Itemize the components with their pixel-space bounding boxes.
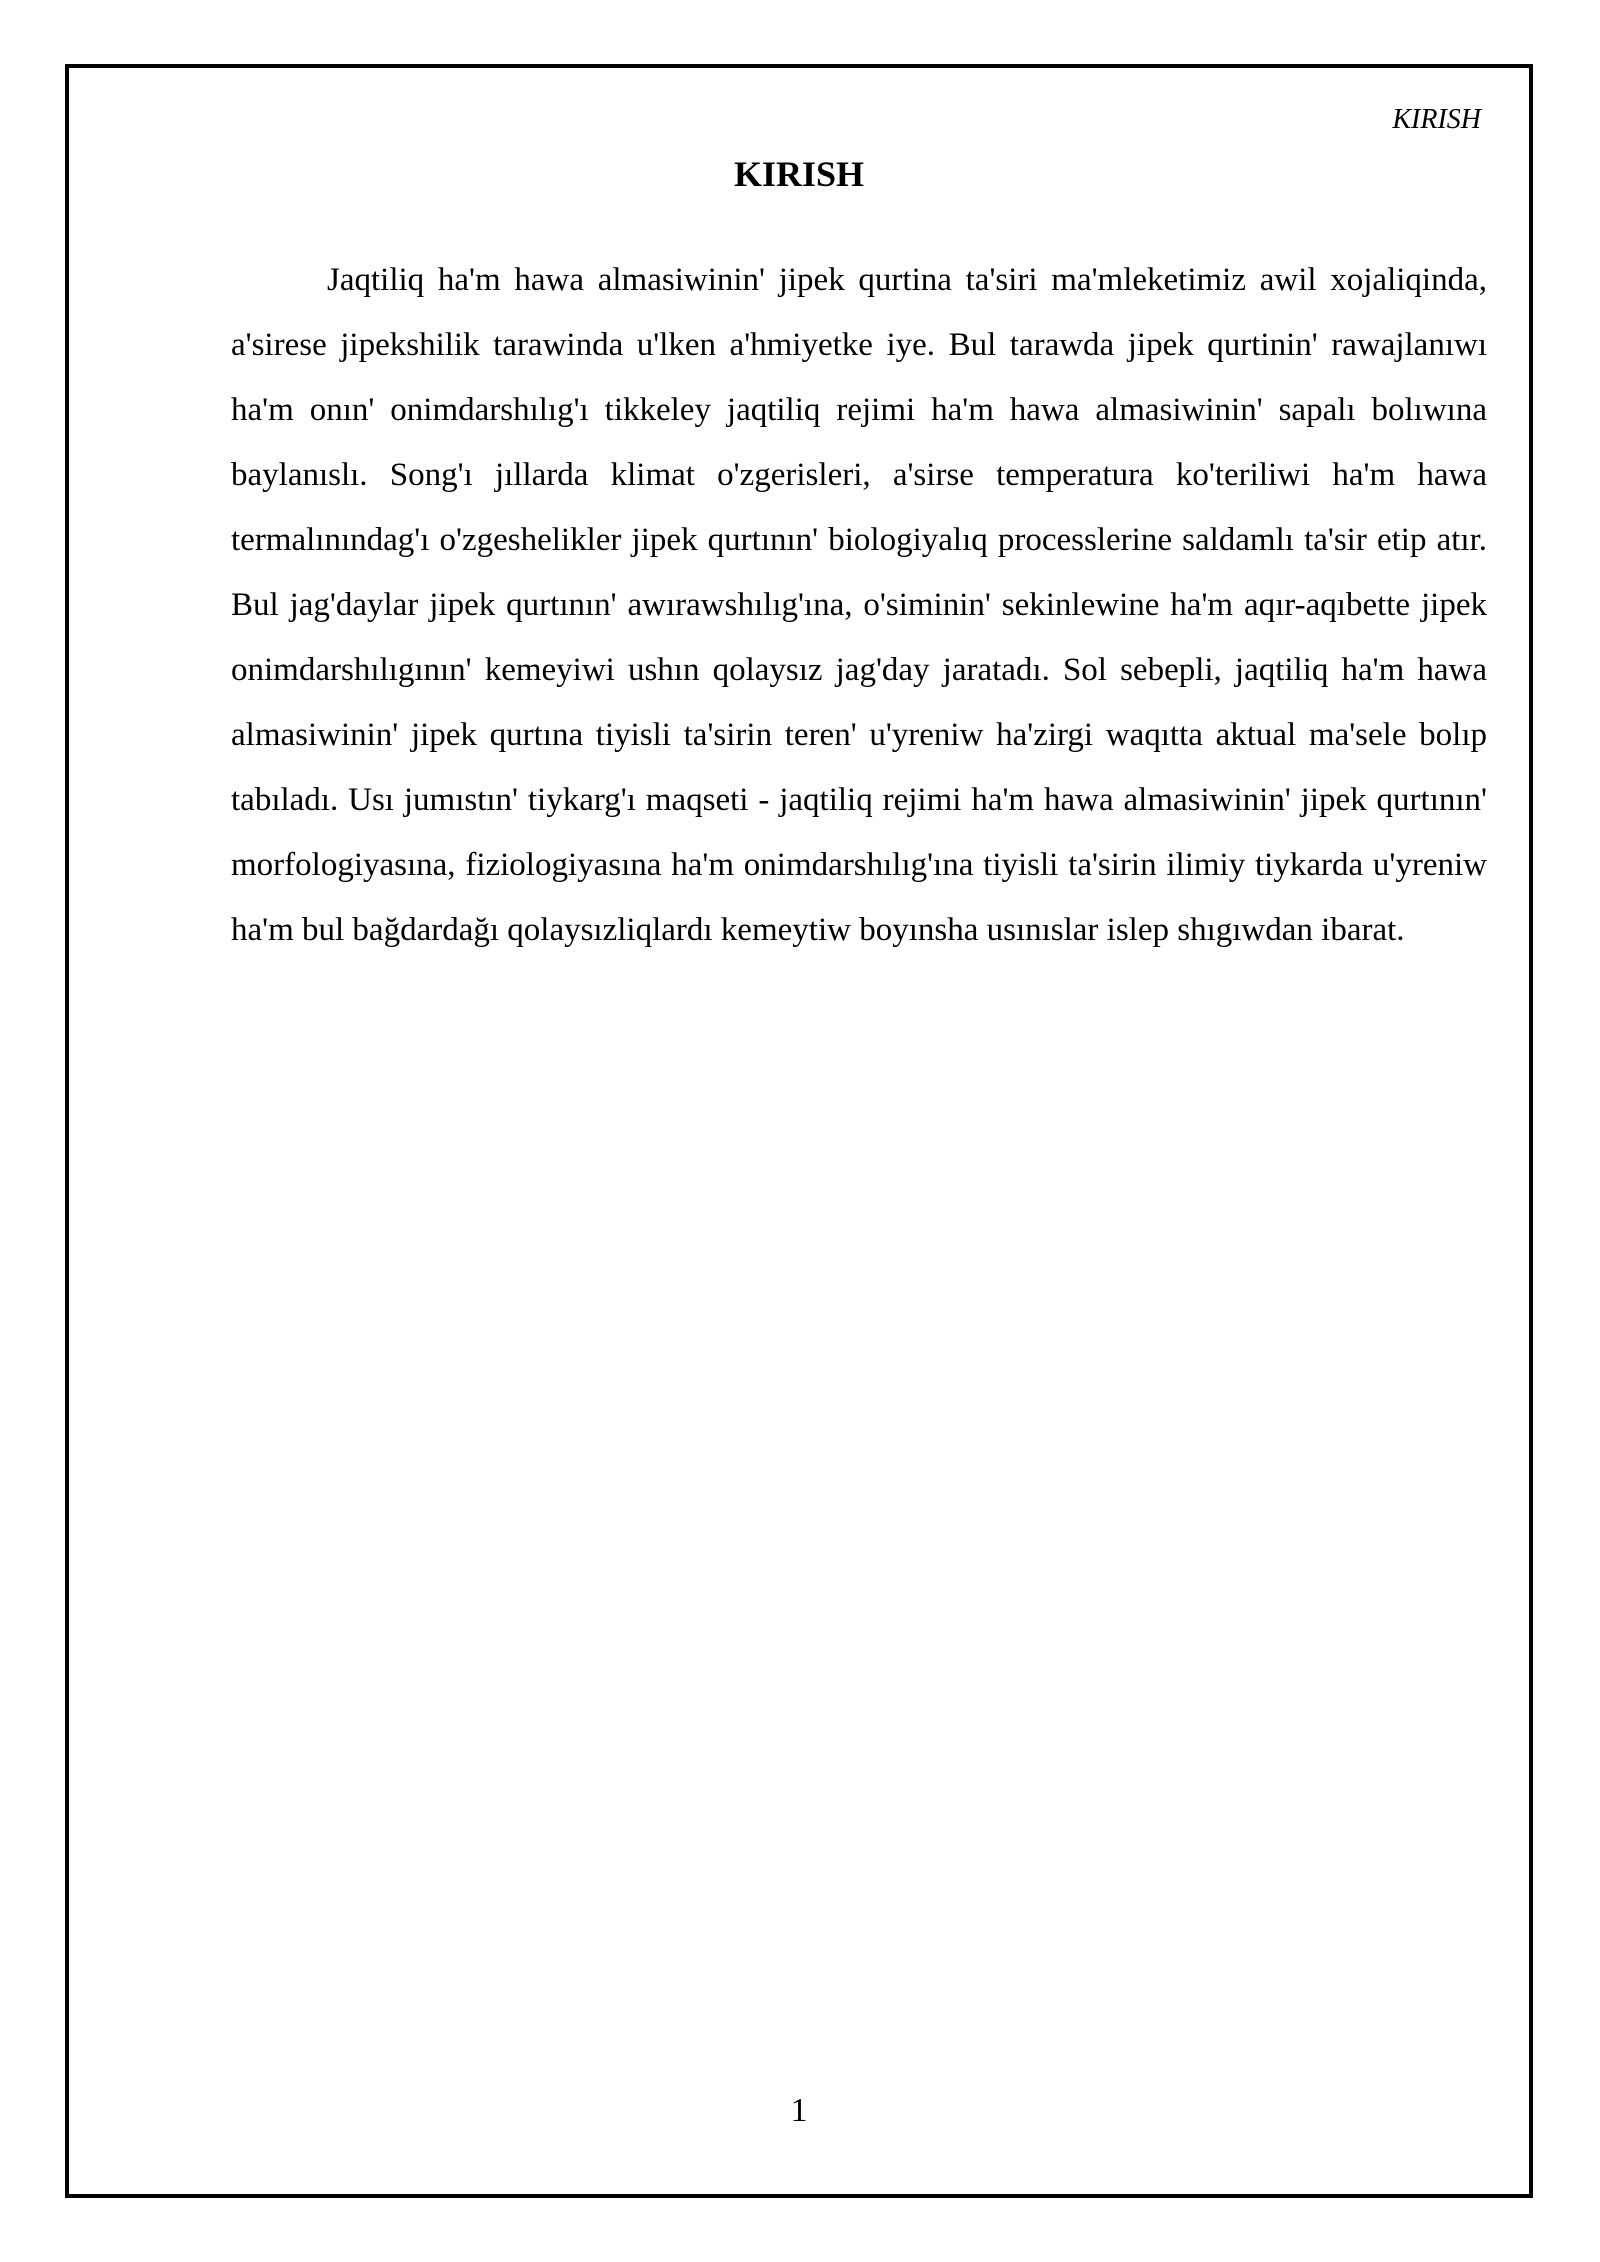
running-header: KIRISH [1392, 104, 1481, 135]
body-paragraph: Jaqtiliq ha'm hawa almasiwinin' jipek qurtina ta'siri ma'mleketimiz awil xojaliqinda, a'sirese jipekshilik tarawinda u'lken a'hmiyetke iye. Bul tarawda jipek qurtinin' rawajlanıwı ha'm onın' onimdarshılıg'ı tikkeley jaqtiliq rejimi ha'm hawa almasiwinin' sapalı bolıwına baylanıslı. Song'ı jıllarda klimat o'zgerisleri, a'sirse temperatura ko'teriliwi ha'm hawa termalınındag'ı o'zgeshelikler jipek qurtının' biologiyalıq processlerine saldamlı ta'sir etip atır. Bul jag'daylar jipek qurtının' awırawshılıg'ına, o'siminin' sekinlewine ha'm aqır-aqıbette jipek onimdarshılıgının' kemeyiwi ushın qolaysız jag'day jaratadı. Sol sebepli, jaqtiliq ha'm hawa almasiwinin' jipek qurtına tiyisli ta'sirin teren' u'yreniw ha'zirgi waqıtta aktual ma'sele bolıp tabıladı. Usı jumıstın' tiykarg'ı maqseti - jaqtiliq rejimi ha'm hawa almasiwinin' jipek qurtının' morfologiyasına, fiziologiyasına ha'm onimdarshılıg'ına tiyisli ta'sirin ilimiy tiykarda u'yreniw ha'm bul bağdardağı qolaysızliqlardı kemeytiw boyınsha usınıslar islep shıgıwdan ibarat. [231, 262, 1487, 948]
page-number: 1 [790, 2092, 808, 2129]
page-frame [65, 64, 1533, 2198]
page-title: KIRISH [733, 154, 865, 194]
